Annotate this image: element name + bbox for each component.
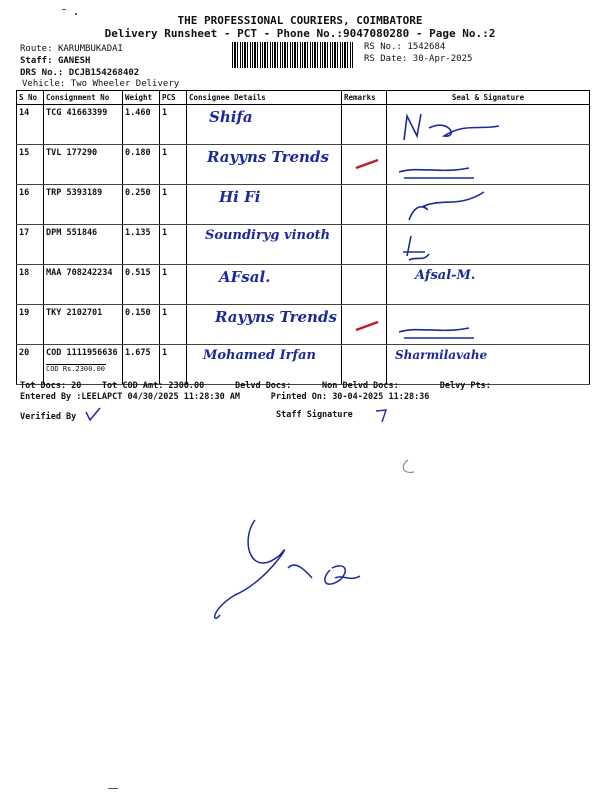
signature-image	[389, 188, 549, 224]
cell-weight: 1.675	[123, 345, 160, 385]
signature-cell	[387, 225, 590, 265]
cell-consignment: MAA 708242234	[44, 265, 123, 305]
staff-label: Staff:	[20, 56, 53, 66]
vehicle-line	[22, 79, 179, 90]
cell-remarks	[342, 105, 387, 145]
cell-consignment: DPM 551846	[44, 225, 123, 265]
table-row	[17, 225, 590, 265]
consignment-number: COD 1111956636	[46, 348, 118, 358]
vehicle-label: Vehicle:	[22, 79, 66, 89]
cell-pcs: 1	[160, 105, 187, 145]
tot-cod-amount: Tot COD Amt: 2300.00	[101, 381, 205, 391]
col-header-weight: Weight	[123, 91, 160, 105]
cell-pcs: 1	[160, 265, 187, 305]
cell-remarks	[342, 305, 387, 345]
col-header-signature: Seal & Signature	[387, 91, 590, 105]
route-line	[20, 44, 123, 55]
delivered-docs: Delvd Docs:	[234, 381, 292, 391]
rs-date-value: 30-Apr-2025	[412, 54, 473, 64]
runsheet-subtitle: Delivery Runsheet - PCT - Phone No.:9047080280 - Page No.:2	[104, 27, 496, 40]
remark-tick-mark	[344, 308, 380, 338]
remark-tick-mark	[344, 148, 380, 178]
cell-consignee	[187, 265, 342, 305]
table-row	[17, 185, 590, 225]
cell-sno: 20	[17, 345, 44, 385]
cod-amount-note: COD Rs.2300.00	[46, 365, 106, 373]
cell-sno: 15	[17, 145, 44, 185]
footer-entry-line	[20, 392, 429, 402]
rs-date-line	[364, 54, 472, 65]
delivery-points: Delvy Pts:	[439, 381, 491, 391]
cell-weight: 1.460	[123, 105, 160, 145]
cell-remarks	[342, 225, 387, 265]
cell-pcs: 1	[160, 305, 187, 345]
staff-signature-label: Staff Signature	[276, 410, 353, 420]
cell-consignee	[187, 185, 342, 225]
large-signature-scribble	[200, 450, 560, 630]
cell-consignment: TVL 177290	[44, 145, 123, 185]
cell-consignment: TCG 41663399	[44, 105, 123, 145]
col-header-pcs: PCS	[160, 91, 187, 105]
signature-text: Afsal-M.	[415, 268, 476, 283]
printed-on: Printed On: 30-04-2025 11:28:36	[270, 392, 430, 402]
staff-signature-mark	[374, 408, 390, 424]
cell-consignment	[44, 345, 123, 385]
staff-line	[20, 56, 90, 67]
signature-cell	[387, 265, 590, 305]
col-header-consignee: Consignee Details	[187, 91, 342, 105]
cell-sno: 16	[17, 185, 44, 225]
handwritten-consignee: Rayyns Trends	[207, 148, 329, 166]
handwritten-consignee: Hi Fi	[219, 188, 261, 206]
cell-consignee	[187, 105, 342, 145]
signature-image	[389, 228, 549, 264]
table-row	[17, 345, 590, 385]
cell-consignment: TKY 2102701	[44, 305, 123, 345]
footer-totals-line	[20, 381, 491, 391]
cell-sno: 14	[17, 105, 44, 145]
table-row	[17, 305, 590, 345]
cell-pcs: 1	[160, 345, 187, 385]
cell-sno: 18	[17, 265, 44, 305]
handwritten-consignee: Rayyns Trends	[215, 308, 337, 326]
rs-no-line	[364, 42, 445, 53]
staff-value: GANESH	[57, 56, 91, 66]
signature-cell	[387, 145, 590, 185]
cell-pcs: 1	[160, 225, 187, 265]
handwritten-consignee: AFsal.	[219, 268, 271, 286]
cell-pcs: 1	[160, 185, 187, 225]
cell-weight: 0.150	[123, 305, 160, 345]
verified-signature	[84, 406, 104, 422]
cell-weight: 0.180	[123, 145, 160, 185]
signature-image	[389, 148, 549, 184]
route-value: KARUMBUKADAI	[57, 44, 123, 54]
drs-line	[20, 68, 139, 79]
signature-text: Sharmilavahe	[395, 348, 488, 362]
rs-no-value: 1542684	[407, 42, 446, 52]
cell-remarks	[342, 345, 387, 385]
non-delivered-docs: Non Delvd Docs:	[322, 381, 399, 391]
cell-weight: 1.135	[123, 225, 160, 265]
signature-cell	[387, 305, 590, 345]
company-title: THE PROFESSIONAL COURIERS, COIMBATORE	[177, 14, 423, 27]
signature-cell	[387, 345, 590, 385]
signature-image	[389, 108, 549, 144]
verified-by-label: Verified By	[20, 412, 77, 422]
table-row	[17, 145, 590, 185]
tot-docs: Tot Docs: 20	[20, 381, 82, 391]
handwritten-consignee: Shifa	[209, 108, 253, 126]
signature-cell	[387, 105, 590, 145]
col-header-consignment: Consignment No	[44, 91, 123, 105]
route-label: Route:	[20, 44, 53, 54]
handwritten-consignee: Mohamed Irfan	[203, 348, 316, 363]
col-header-sno: S No	[17, 91, 44, 105]
cell-consignee	[187, 345, 342, 385]
cell-remarks	[342, 185, 387, 225]
runsheet-table	[16, 90, 590, 385]
signature-image	[389, 308, 549, 344]
drs-label: DRS No.:	[20, 68, 64, 78]
table-row	[17, 105, 590, 145]
handwritten-consignee: Soundiryg vinoth	[205, 228, 331, 243]
cell-consignee	[187, 305, 342, 345]
cell-sno: 19	[17, 305, 44, 345]
scan-mark	[62, 9, 66, 10]
cell-weight: 0.250	[123, 185, 160, 225]
signature-cell	[387, 185, 590, 225]
entered-by: Entered By :LEELAPCT 04/30/2025 11:28:30 AM	[20, 392, 241, 402]
rs-no-label: RS No.:	[364, 42, 402, 52]
col-header-remarks: Remarks	[342, 91, 387, 105]
scan-mark	[108, 788, 118, 789]
table-row	[17, 265, 590, 305]
cell-consignee	[187, 145, 342, 185]
table-header-row	[17, 91, 590, 105]
drs-value: DCJB154268402	[68, 68, 140, 78]
cell-consignee	[187, 225, 342, 265]
cell-remarks	[342, 265, 387, 305]
cell-sno: 17	[17, 225, 44, 265]
cell-consignment: TRP 5393189	[44, 185, 123, 225]
rs-date-label: RS Date:	[364, 54, 408, 64]
vehicle-value: Two Wheeler Delivery	[70, 79, 180, 89]
cell-remarks	[342, 145, 387, 185]
cell-pcs: 1	[160, 145, 187, 185]
cell-weight: 0.515	[123, 265, 160, 305]
barcode-image	[232, 42, 354, 68]
